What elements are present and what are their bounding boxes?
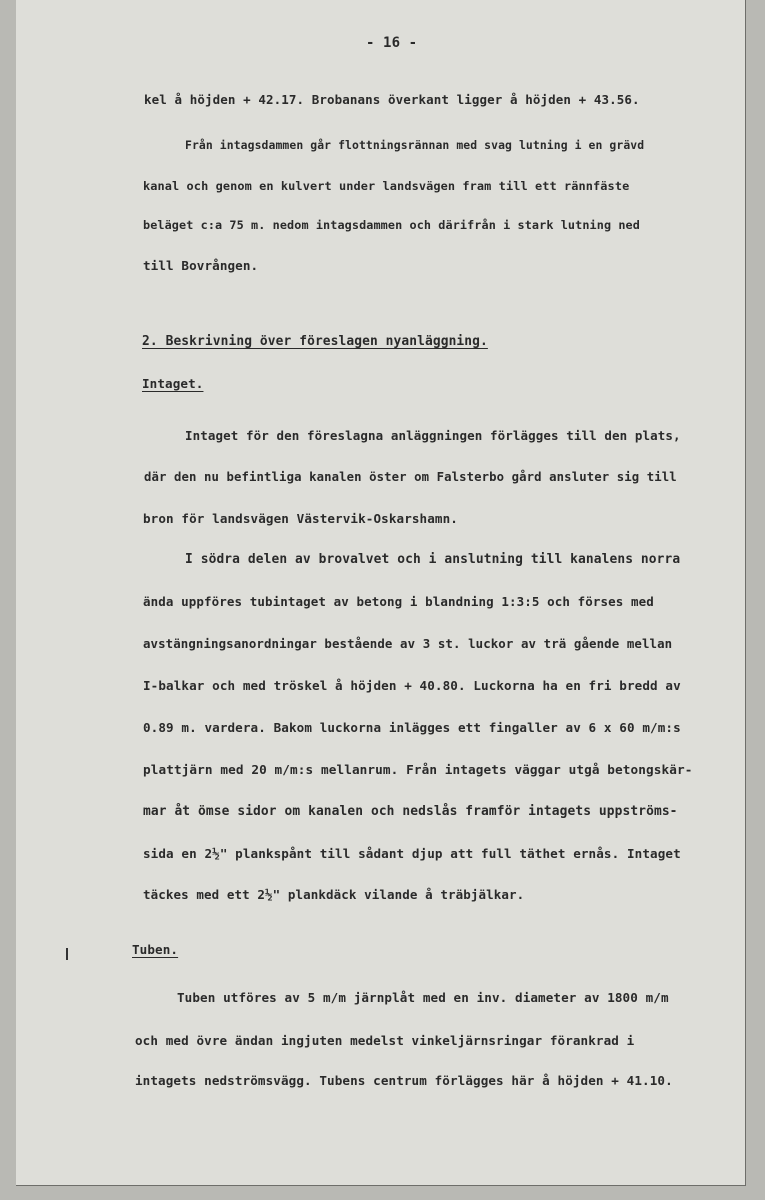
subheading-intaget: Intaget. bbox=[142, 376, 204, 391]
text-line: till Bovrången. bbox=[143, 258, 259, 273]
text-line: bron för landsvägen Västervik-Oskarshamn. bbox=[143, 511, 458, 526]
document-page bbox=[16, 0, 746, 1186]
text-line: där den nu befintliga kanalen öster om Falsterbo gård ansluter sig till bbox=[144, 470, 677, 484]
text-line: Tuben utföres av 5 m/m järnplåt med en inv. diameter av 1800 m/m bbox=[177, 990, 669, 1005]
text-line: avstängningsanordningar bestående av 3 st. luckor av trä gående mellan bbox=[143, 636, 673, 651]
text-line: plattjärn med 20 m/m:s mellanrum. Från intagets väggar utgå betongskär- bbox=[143, 762, 693, 777]
text-line: ända uppföres tubintaget av betong i blandning 1:3:5 och förses med bbox=[143, 594, 654, 609]
page-number: - 16 - bbox=[366, 35, 418, 51]
text-line: och med övre ändan ingjuten medelst vinkeljärnsringar förankrad i bbox=[135, 1033, 635, 1048]
text-line: Från intagsdammen går flottningsrännan med svag lutning i en grävd bbox=[185, 138, 645, 152]
text-line: täckes med ett 2½" plankdäck vilande å träbjälkar. bbox=[143, 887, 525, 902]
text-line: 0.89 m. vardera. Bakom luckorna inlägges ett fingaller av 6 x 60 m/m:s bbox=[143, 720, 681, 735]
section-heading: 2. Beskrivning över föreslagen nyanläggning. bbox=[142, 334, 488, 349]
text-line: sida en 2½" plankspånt till sådant djup att full täthet ernås. Intaget bbox=[143, 846, 681, 861]
subheading-tuben: Tuben. bbox=[132, 942, 179, 957]
text-line: intagets nedströmsvägg. Tubens centrum förlägges här å höjden + 41.10. bbox=[135, 1073, 673, 1088]
text-line: Intaget för den föreslagna anläggningen förlägges till den plats, bbox=[185, 428, 681, 443]
text-line: kel å höjden + 42.17. Brobanans överkant ligger å höjden + 43.56. bbox=[144, 92, 640, 107]
margin-mark bbox=[66, 948, 68, 960]
text-line: mar åt ömse sidor om kanalen och nedslås framför intagets uppströms- bbox=[143, 804, 678, 819]
text-line: kanal och genom en kulvert under landsvägen fram till ett rännfäste bbox=[143, 179, 630, 193]
text-line: I södra delen av brovalvet och i anslutning till kanalens norra bbox=[185, 552, 681, 567]
text-line: beläget c:a 75 m. nedom intagsdammen och därifrån i stark lutning ned bbox=[143, 218, 640, 232]
text-line: I-balkar och med tröskel å höjden + 40.80. Luckorna ha en fri bredd av bbox=[143, 678, 681, 693]
